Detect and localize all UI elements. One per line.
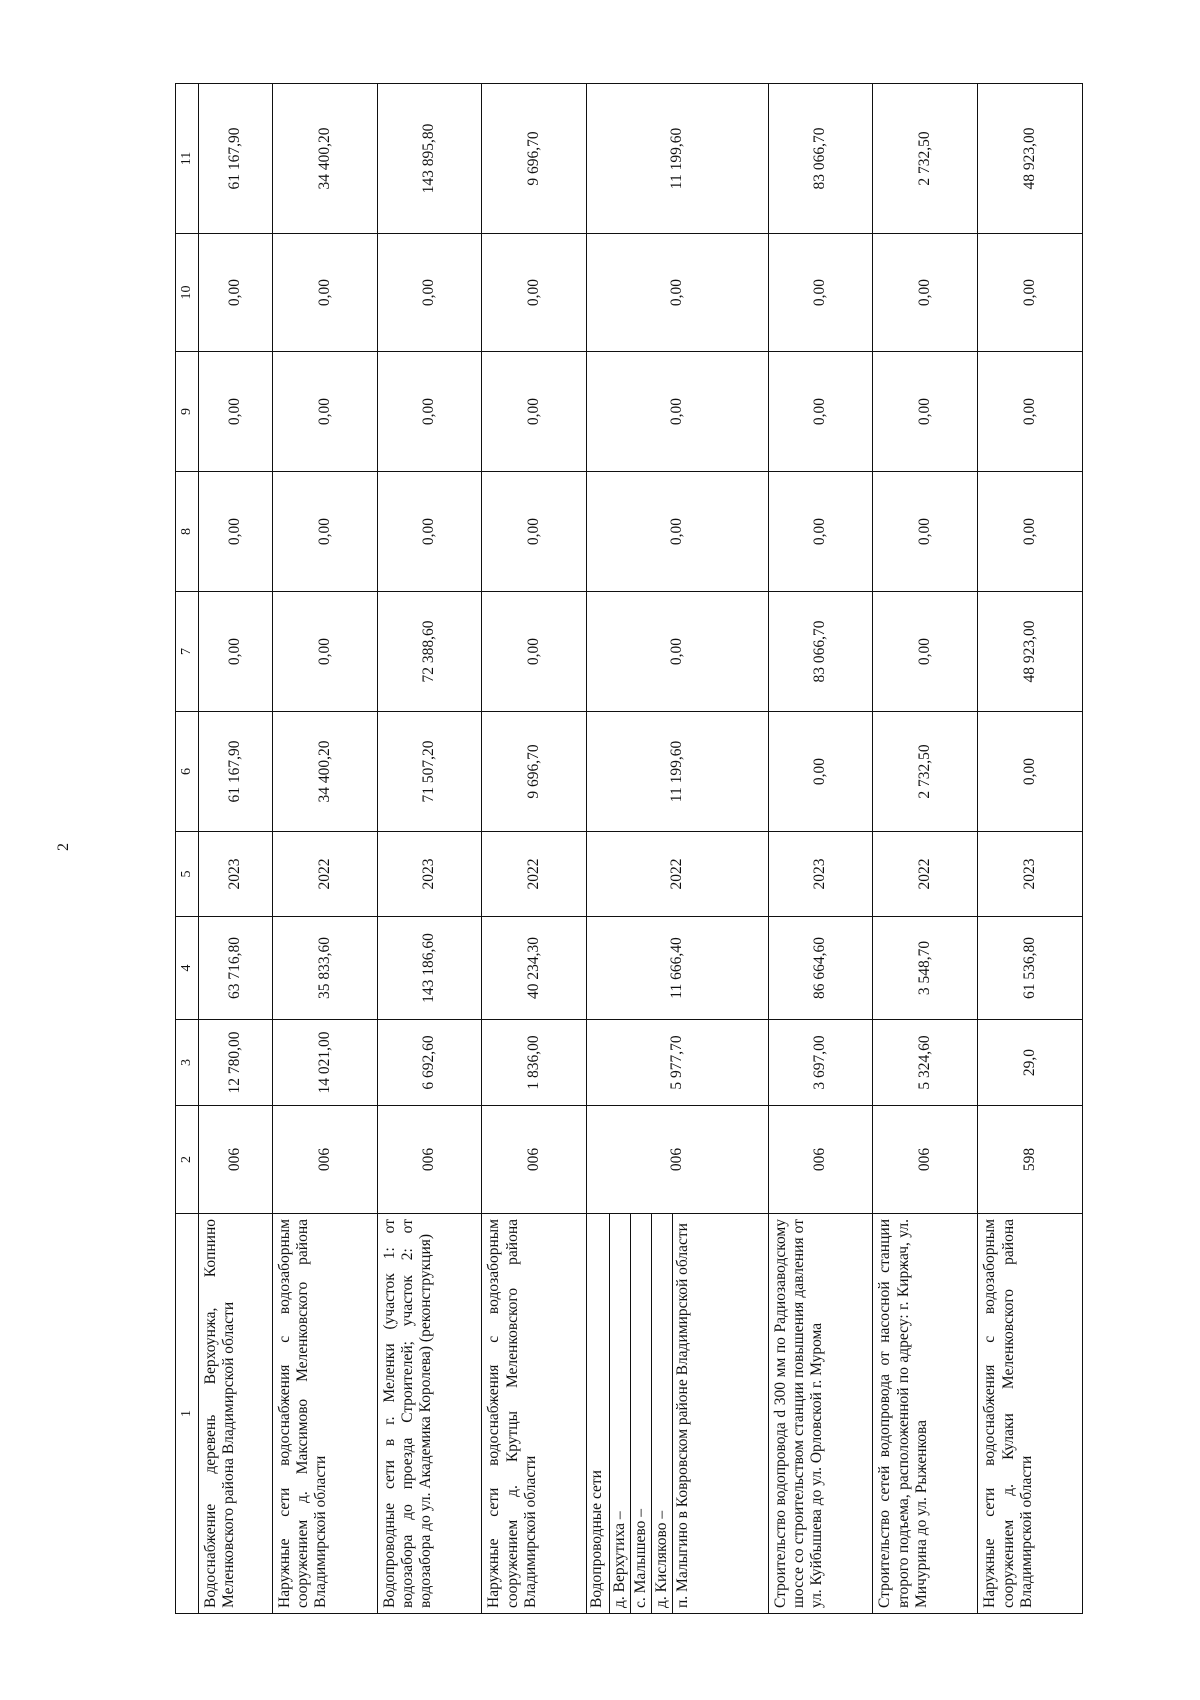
cell-year: 2023 (377, 832, 482, 917)
cell-year: 2022 (482, 832, 587, 917)
cell-col3: 29,0 (978, 1020, 1083, 1106)
cell-col6: 9 696,70 (482, 712, 587, 832)
cell-total: 83 066,70 (768, 84, 873, 234)
project-name-multiline (587, 1214, 769, 1614)
cell-col7: 83 066,70 (768, 592, 873, 712)
project-name: Наружные сети водоснабжения с водозаборным сооружением д. Максимово Меленковского района Владимирской области (272, 1214, 377, 1614)
column-header: 3 (176, 1020, 199, 1106)
cell-col6: 0,00 (978, 712, 1083, 832)
column-header: 11 (176, 84, 199, 234)
cell-col7: 0,00 (272, 592, 377, 712)
cell-col6: 61 167,90 (199, 712, 273, 832)
cell-year: 2023 (768, 832, 873, 917)
cell-col6: 34 400,20 (272, 712, 377, 832)
cell-col8: 0,00 (377, 472, 482, 592)
cell-total: 143 895,80 (377, 84, 482, 234)
column-number-row (176, 84, 199, 1614)
cell-col7: 0,00 (587, 592, 769, 712)
cell-col6: 11 199,60 (587, 712, 769, 832)
cell-col8: 0,00 (482, 472, 587, 592)
cell-col4: 35 833,60 (272, 917, 377, 1020)
cell-col6: 71 507,20 (377, 712, 482, 832)
cell-col6: 2 732,50 (873, 712, 978, 832)
cell-year: 2022 (272, 832, 377, 917)
cell-col6: 0,00 (768, 712, 873, 832)
cell-col9: 0,00 (873, 352, 978, 472)
project-name: Наружные сети водоснабжения с водозаборным сооружением д. Крутцы Меленковского района Владимирской области (482, 1214, 587, 1614)
cell-col3: 14 021,00 (272, 1020, 377, 1106)
column-header: 6 (176, 712, 199, 832)
cell-col8: 0,00 (873, 472, 978, 592)
cell-total: 34 400,20 (272, 84, 377, 234)
column-header: 4 (176, 917, 199, 1020)
cell-col7: 0,00 (482, 592, 587, 712)
cell-col3: 5 977,70 (587, 1020, 769, 1106)
project-name: Наружные сети водоснабжения с водозаборным сооружением д. Кулаки Меленковского района Владимирской области (978, 1214, 1083, 1614)
cell-col8: 0,00 (199, 472, 273, 592)
cell-col3: 12 780,00 (199, 1020, 273, 1106)
cell-col10: 0,00 (978, 234, 1083, 352)
table-row (272, 84, 377, 1614)
cell-col8: 0,00 (978, 472, 1083, 592)
column-header: 9 (176, 352, 199, 472)
investment-table (175, 83, 1083, 1614)
cell-col9: 0,00 (768, 352, 873, 472)
cell-col9: 0,00 (377, 352, 482, 472)
cell-year: 2022 (873, 832, 978, 917)
cell-col7: 48 923,00 (978, 592, 1083, 712)
project-name-line: д. Верхутиха – (610, 1214, 631, 1613)
cell-col8: 0,00 (272, 472, 377, 592)
table-row (199, 84, 273, 1614)
cell-col10: 0,00 (873, 234, 978, 352)
cell-col7: 72 388,60 (377, 592, 482, 712)
cell-col10: 0,00 (587, 234, 769, 352)
cell-year: 2023 (978, 832, 1083, 917)
cell-col9: 0,00 (272, 352, 377, 472)
cell-col4: 86 664,60 (768, 917, 873, 1020)
table-row (978, 84, 1083, 1614)
column-header: 5 (176, 832, 199, 917)
cell-col4: 40 234,30 (482, 917, 587, 1020)
cell-code: 006 (377, 1106, 482, 1214)
project-name: Водопроводные сети в г. Меленки (участок 1: от водозабора до проезда Строителей; участок 2: от водозабора до ул. Академика Королева) (реконструкция) (377, 1214, 482, 1614)
cell-total: 61 167,90 (199, 84, 273, 234)
column-header: 1 (176, 1214, 199, 1614)
cell-year: 2023 (199, 832, 273, 917)
rotated-table-container (175, 84, 1083, 1614)
cell-col3: 6 692,60 (377, 1020, 482, 1106)
cell-col3: 1 836,00 (482, 1020, 587, 1106)
cell-col10: 0,00 (768, 234, 873, 352)
cell-code: 006 (768, 1106, 873, 1214)
cell-col3: 3 697,00 (768, 1020, 873, 1106)
project-name: Водоснабжение деревень Верхоунжа, Копнино Меленковского района Владимирской области (199, 1214, 273, 1614)
cell-code: 006 (587, 1106, 769, 1214)
table-row (377, 84, 482, 1614)
column-header: 7 (176, 592, 199, 712)
cell-col4: 61 536,80 (978, 917, 1083, 1020)
cell-total: 9 696,70 (482, 84, 587, 234)
cell-col4: 11 666,40 (587, 917, 769, 1020)
cell-col10: 0,00 (482, 234, 587, 352)
cell-col4: 143 186,60 (377, 917, 482, 1020)
page-number: 2 (55, 843, 72, 851)
column-header: 2 (176, 1106, 199, 1214)
cell-col10: 0,00 (199, 234, 273, 352)
table-row (768, 84, 873, 1614)
cell-code: 006 (272, 1106, 377, 1214)
cell-code: 006 (482, 1106, 587, 1214)
project-name-line: с. Малышево – (631, 1214, 652, 1613)
table-row (873, 84, 978, 1614)
table-row (587, 84, 769, 1614)
project-name-line: Водопроводные сети (587, 1214, 610, 1613)
cell-code: 006 (873, 1106, 978, 1214)
cell-col9: 0,00 (978, 352, 1083, 472)
cell-col9: 0,00 (482, 352, 587, 472)
cell-col4: 63 716,80 (199, 917, 273, 1020)
column-header: 8 (176, 472, 199, 592)
cell-code: 006 (199, 1106, 273, 1214)
cell-col8: 0,00 (587, 472, 769, 592)
cell-code: 598 (978, 1106, 1083, 1214)
project-name-line: д. Кисляково – (652, 1214, 673, 1613)
project-name: Строительство водопровода d 300 мм по Радиозаводскому шоссе со строительством станции повышения давления от ул. Куйбышева до ул. Орловской г. Мурома (768, 1214, 873, 1614)
cell-col9: 0,00 (199, 352, 273, 472)
cell-col4: 3 548,70 (873, 917, 978, 1020)
cell-total: 48 923,00 (978, 84, 1083, 234)
cell-col7: 0,00 (873, 592, 978, 712)
project-name: Строительство сетей водопровода от насосной станции второго подъема, расположенной по адресу: г. Киржач, ул. Мичурина до ул. Рыженкова (873, 1214, 978, 1614)
cell-col10: 0,00 (377, 234, 482, 352)
cell-total: 2 732,50 (873, 84, 978, 234)
project-name-line: п. Малыгино в Ковровском районе Владимирской области (674, 1223, 692, 1608)
column-header: 10 (176, 234, 199, 352)
cell-total: 11 199,60 (587, 84, 769, 234)
cell-year: 2022 (587, 832, 769, 917)
cell-col8: 0,00 (768, 472, 873, 592)
cell-col10: 0,00 (272, 234, 377, 352)
cell-col7: 0,00 (199, 592, 273, 712)
cell-col3: 5 324,60 (873, 1020, 978, 1106)
table-row (482, 84, 587, 1614)
cell-col9: 0,00 (587, 352, 769, 472)
